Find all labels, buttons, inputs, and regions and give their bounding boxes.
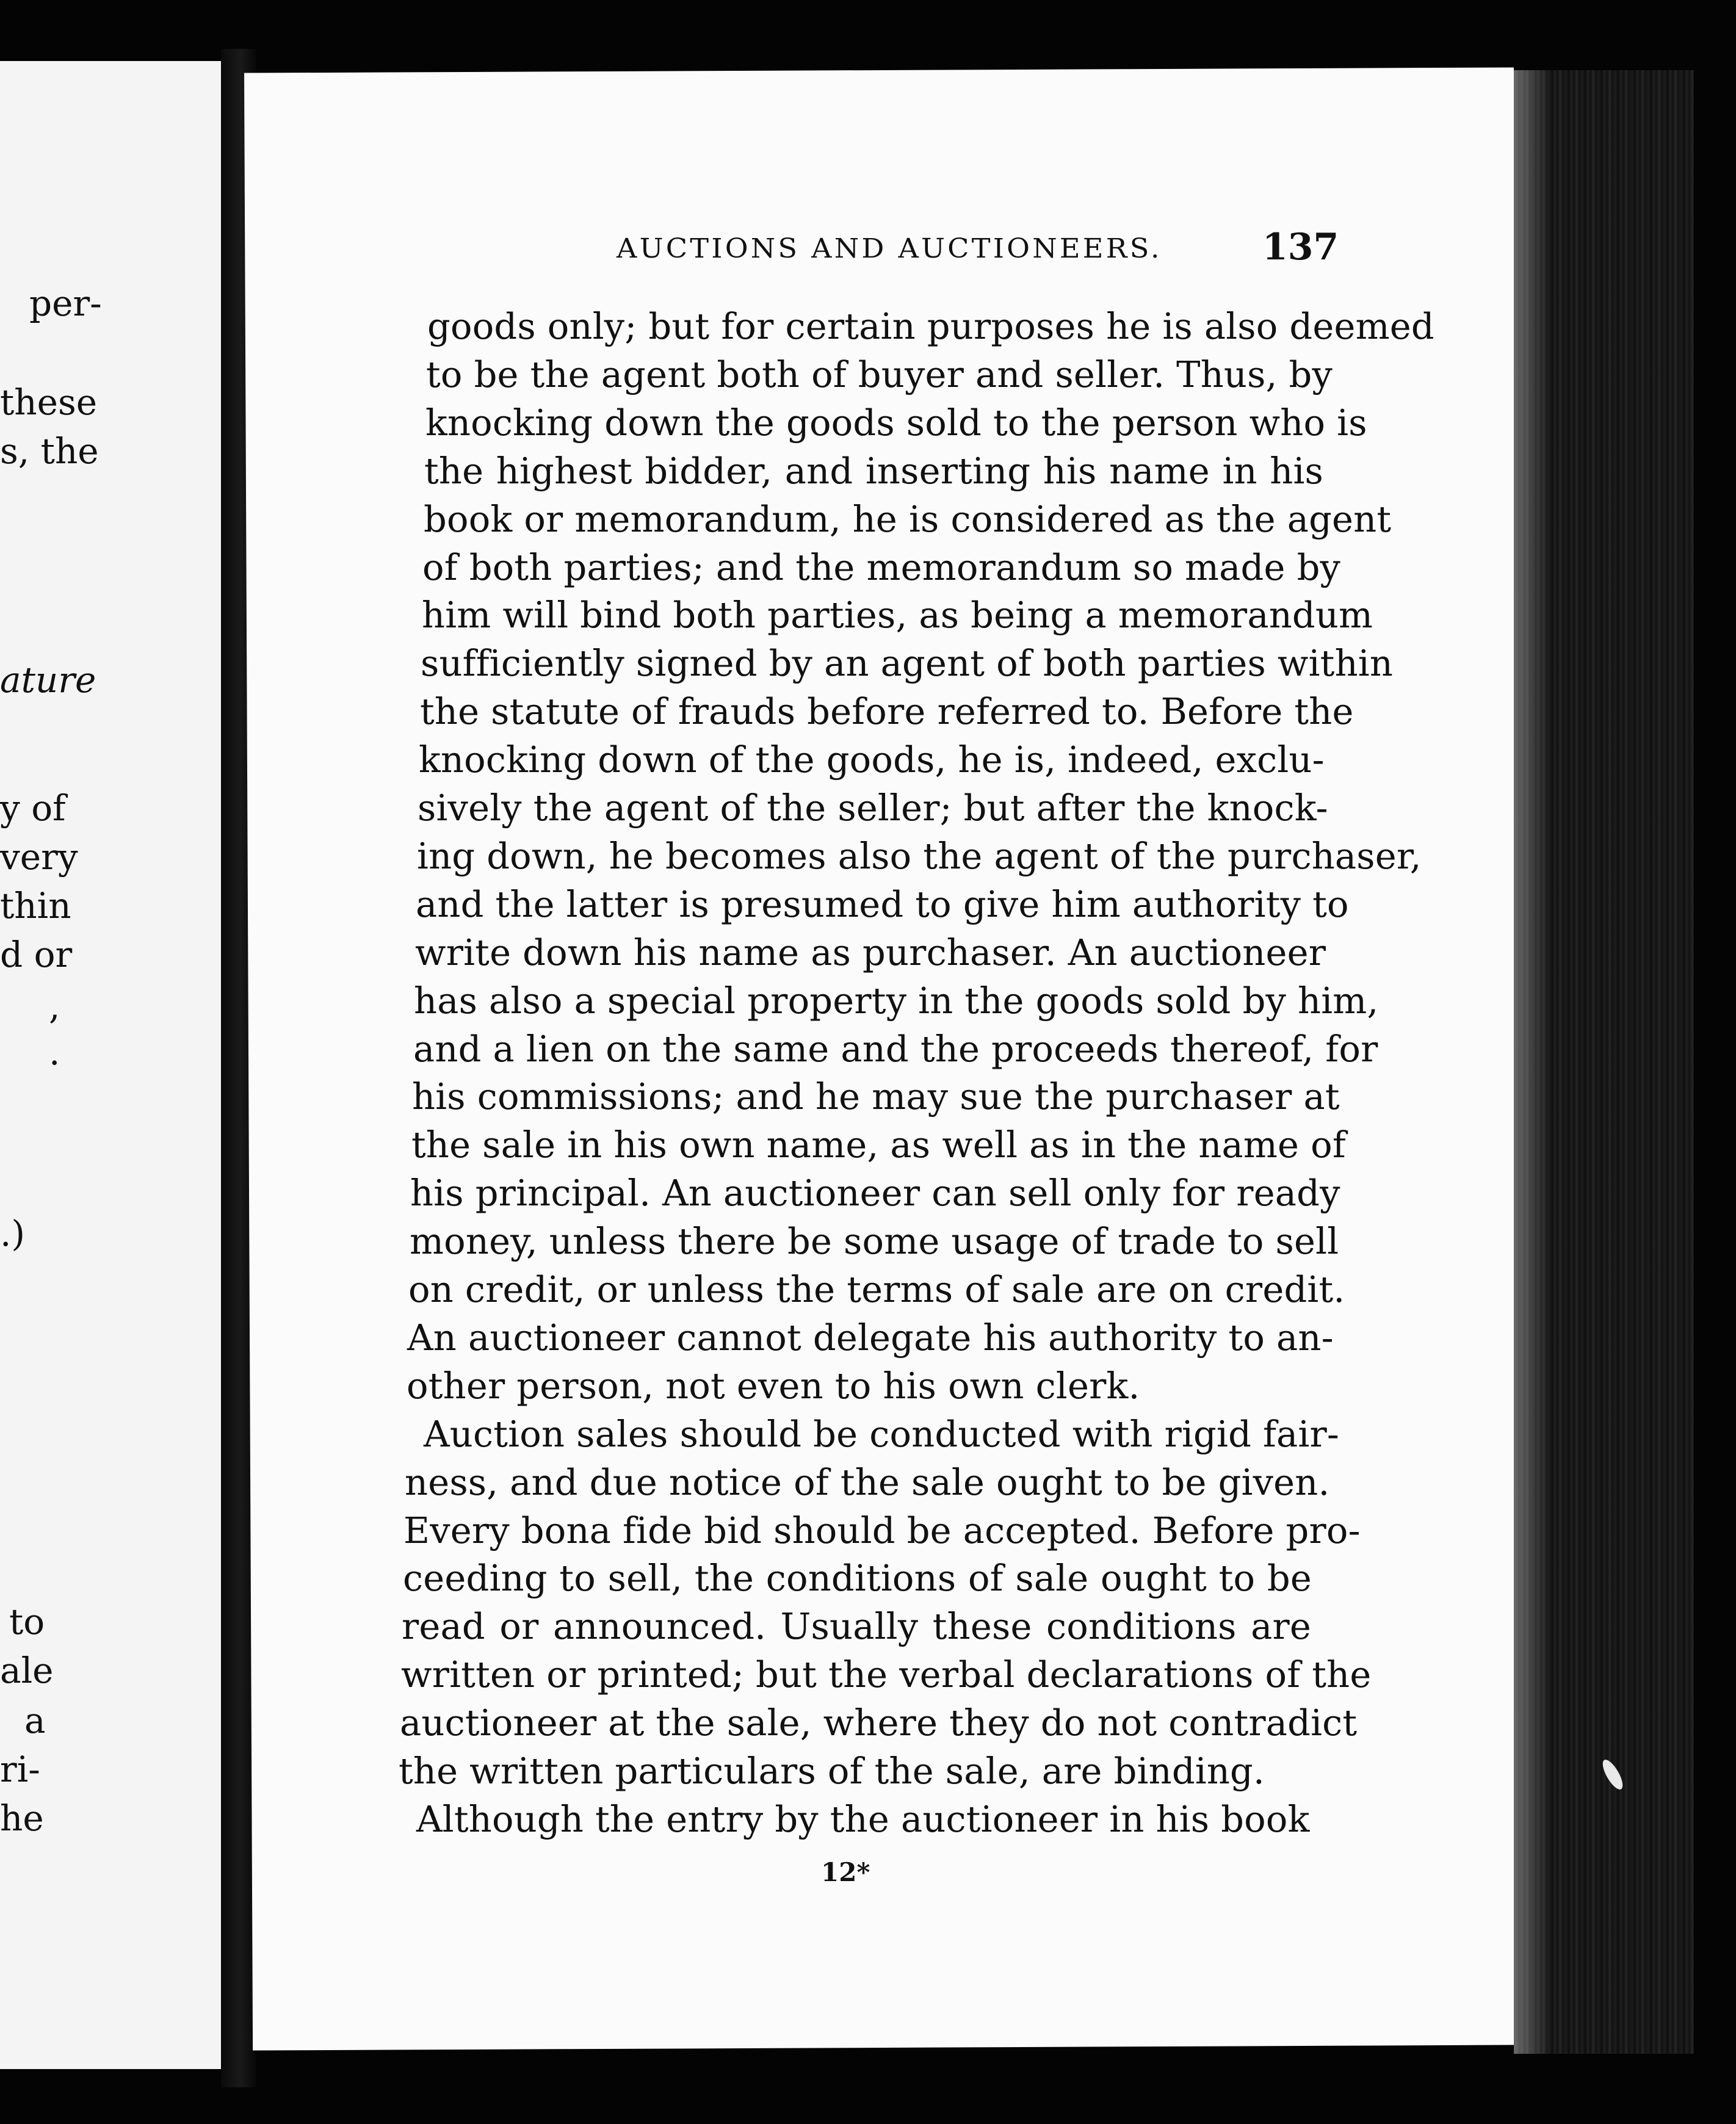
text-line: An auctioneer cannot delegate his authority to an- bbox=[407, 1317, 1334, 1359]
text-line: and a lien on the same and the proceeds thereof, for bbox=[413, 1028, 1378, 1070]
left-fragment: he bbox=[0, 1797, 44, 1839]
text-line: knocking down the goods sold to the person who is bbox=[425, 402, 1367, 444]
text-line: and the latter is presumed to give him authority to bbox=[416, 883, 1349, 925]
text-line: has also a special property in the goods sold by him, bbox=[414, 980, 1379, 1022]
left-fragment: ale bbox=[0, 1650, 54, 1691]
text-line: auctioneer at the sale, where they do not contradict bbox=[400, 1702, 1358, 1744]
text-line: on credit, or unless the terms of sale are on credit. bbox=[408, 1268, 1345, 1310]
text-line: his principal. An auctioneer can sell only for ready bbox=[410, 1172, 1340, 1214]
text-line: knocking down of the goods, he is, indeed, exclu- bbox=[419, 739, 1325, 781]
text-line: his commissions; and he may sue the purchaser at bbox=[412, 1075, 1340, 1118]
left-fragment: , bbox=[49, 986, 60, 1027]
left-fragment: s, the bbox=[0, 430, 99, 472]
text-line: write down his name as purchaser. An auctioneer bbox=[415, 931, 1326, 974]
running-head: AUCTIONS AND AUCTIONEERS. bbox=[617, 233, 1162, 264]
text-line: of both parties; and the memorandum so made by bbox=[422, 546, 1341, 588]
text-line: ness, and due notice of the sale ought to be given. bbox=[405, 1461, 1330, 1503]
text-line: to be the agent both of buyer and seller. Thus, by bbox=[426, 353, 1333, 396]
text-line: him will bind both parties, as being a memorandum bbox=[422, 594, 1373, 636]
text-line: written or printed; but the verbal declarations of the bbox=[401, 1653, 1372, 1696]
text-line: Every bona fide bid should be accepted. Before pro- bbox=[403, 1509, 1361, 1551]
left-fragment: y of bbox=[0, 787, 66, 829]
text-line: sively the agent of the seller; but after the knock- bbox=[418, 787, 1328, 829]
text-line: ing down, he becomes also the agent of the purchaser, bbox=[417, 835, 1422, 877]
left-fragment: thin bbox=[0, 885, 71, 927]
text-line: the sale in his own name, as well as in the name of bbox=[411, 1124, 1346, 1166]
left-fragment: . bbox=[49, 1031, 60, 1073]
text-line: ceeding to sell, the conditions of sale ought to be bbox=[403, 1557, 1312, 1599]
left-fragment: .) bbox=[0, 1213, 26, 1254]
text-line: book or memorandum, he is considered as the agent bbox=[424, 498, 1392, 540]
left-fragment: these bbox=[0, 381, 98, 423]
text-line: goods only; but for certain purposes he is also deemed bbox=[427, 305, 1434, 347]
left-fragment: d or bbox=[0, 934, 73, 975]
text-line: the statute of frauds before referred to. Before the bbox=[420, 690, 1354, 732]
text-line: Auction sales should be conducted with rigid fair- bbox=[424, 1413, 1340, 1455]
page-number: 137 bbox=[1262, 226, 1339, 269]
left-fragment: to bbox=[9, 1601, 45, 1642]
text-line: Although the entry by the auctioneer in his book bbox=[416, 1798, 1310, 1840]
left-fragment: very bbox=[0, 836, 78, 878]
text-line: the written particulars of the sale, are binding. bbox=[399, 1750, 1265, 1792]
left-fragment: a bbox=[24, 1700, 46, 1741]
page-edges bbox=[1514, 70, 1694, 2054]
left-fragment: ature bbox=[0, 659, 96, 701]
signature-mark: 12* bbox=[821, 1857, 870, 1887]
text-line: read or announced. Usually these conditions are bbox=[402, 1605, 1311, 1647]
text-line: money, unless there be some usage of trade to sell bbox=[410, 1220, 1339, 1262]
text-line: sufficiently signed by an agent of both parties within bbox=[421, 642, 1394, 684]
text-line: other person, not even to his own clerk. bbox=[407, 1365, 1140, 1407]
text-line: the highest bidder, and inserting his name in his bbox=[424, 450, 1323, 492]
left-fragment: per- bbox=[29, 283, 102, 324]
left-fragment: ri- bbox=[0, 1749, 40, 1790]
